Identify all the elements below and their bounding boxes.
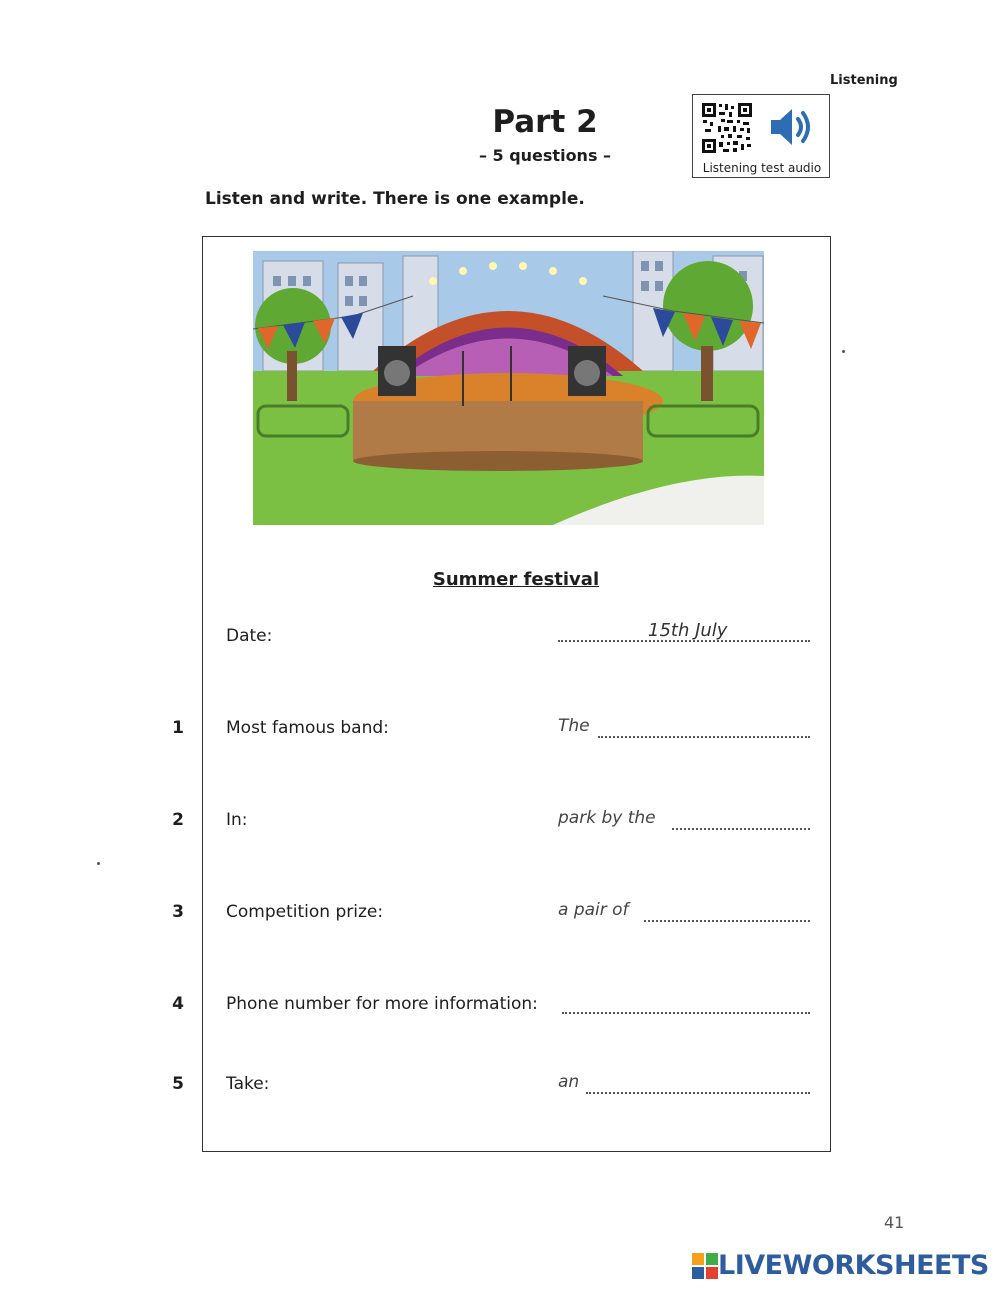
question-label: Phone number for more information:: [226, 994, 538, 1014]
example-answer: 15th July: [648, 620, 728, 641]
example-label: Date:: [226, 626, 273, 646]
audio-player-box[interactable]: [692, 94, 830, 178]
question-number: 3: [172, 902, 184, 922]
liveworksheets-logo[interactable]: [692, 1250, 989, 1281]
part-subtitle: – 5 questions –: [478, 146, 612, 165]
brand-text: LIVEWORKSHEETS: [718, 1250, 989, 1281]
answer-prefix: a pair of: [558, 900, 629, 920]
form-title: Summer festival: [432, 569, 600, 590]
question-number: 1: [172, 718, 184, 738]
answer-field-2[interactable]: [672, 810, 810, 834]
qr-code-icon[interactable]: [701, 102, 753, 154]
answer-field-3[interactable]: [644, 902, 810, 926]
scan-speck: [842, 350, 845, 353]
answer-field-4[interactable]: [562, 994, 810, 1018]
section-label: Listening: [830, 73, 898, 88]
speaker-icon[interactable]: [767, 105, 817, 149]
scan-speck: [97, 862, 100, 865]
instruction-text: Listen and write. There is one example.: [205, 189, 585, 209]
answer-field-1[interactable]: [598, 718, 810, 742]
answer-prefix: park by the: [558, 808, 656, 828]
part-title: Part 2: [492, 104, 598, 140]
question-label: Competition prize:: [226, 902, 384, 922]
liveworksheets-logo-icon: [692, 1253, 718, 1279]
question-label: Take:: [226, 1074, 270, 1094]
answer-prefix: an: [558, 1072, 580, 1092]
question-number: 2: [172, 810, 184, 830]
answer-prefix: The: [558, 716, 590, 736]
question-number: 5: [172, 1074, 184, 1094]
answer-field-5[interactable]: [586, 1074, 810, 1098]
audio-caption: Listening test audio: [702, 161, 822, 175]
example-answer-line: [558, 620, 810, 646]
question-number: 4: [172, 994, 184, 1014]
question-label: Most famous band:: [226, 718, 389, 738]
page-number: 41: [884, 1213, 905, 1232]
question-label: In:: [226, 810, 248, 830]
festival-stage-illustration: [253, 251, 764, 525]
